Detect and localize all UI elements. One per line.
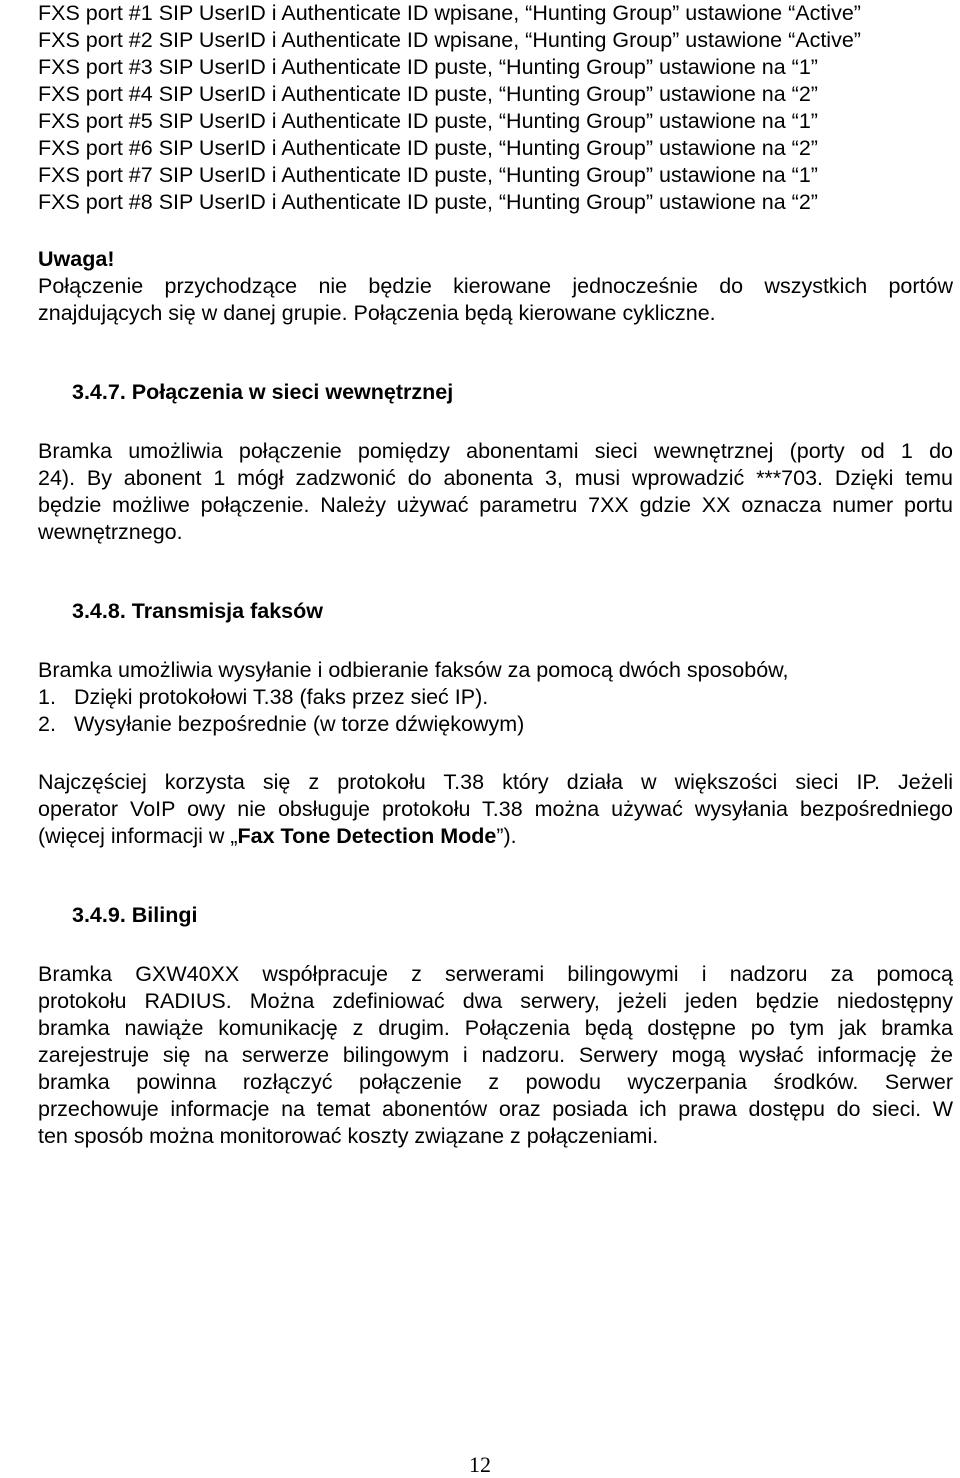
- list-text: Dzięki protokołowi T.38 (faks przez sieć IP).: [74, 685, 489, 709]
- paragraph-line: protokołu RADIUS. Można zdefiniować dwa serwery, jeżeli jeden będzie niedostępny: [38, 989, 953, 1013]
- list-item: [38, 684, 488, 710]
- paragraph-line: Najczęściej korzysta się z protokołu T.38 który działa w większości sieci IP. Jeżeli: [38, 770, 953, 794]
- fxs-port-line: FXS port #4 SIP UserID i Authenticate ID puste, “Hunting Group” ustawione na “2”: [38, 82, 818, 106]
- section-heading: 3.4.9. Bilingi: [72, 903, 198, 927]
- paragraph-line: ten sposób można monitorować koszty związane z połączeniami.: [38, 1124, 659, 1148]
- page-number: 12: [469, 1452, 491, 1477]
- fxs-port-line: FXS port #7 SIP UserID i Authenticate ID puste, “Hunting Group” ustawione na “1”: [38, 163, 818, 187]
- paragraph-line: Bramka umożliwia wysyłanie i odbieranie faksów za pomocą dwóch sposobów,: [38, 658, 789, 682]
- fxs-port-line: FXS port #2 SIP UserID i Authenticate ID wpisane, “Hunting Group” ustawione “Active”: [38, 28, 861, 52]
- paragraph-line: przechowuje informacje na temat abonentów oraz posiada ich prawa dostępu do sieci. W: [38, 1097, 953, 1121]
- list-number: 2.: [38, 712, 56, 736]
- fax-tone-detection-mode-reference: Fax Tone Detection Mode: [237, 824, 497, 848]
- fxs-port-line: FXS port #1 SIP UserID i Authenticate ID wpisane, “Hunting Group” ustawione “Active”: [38, 1, 861, 25]
- list-item: [38, 711, 524, 737]
- paragraph-line: 24). By abonent 1 mógł zadzwonić do abonenta 3, musi wprowadzić ***703. Dzięki temu: [38, 466, 953, 490]
- warning-label: Uwaga!: [38, 247, 115, 271]
- section-heading: 3.4.7. Połączenia w sieci wewnętrznej: [72, 380, 454, 404]
- paragraph-line: bramka nawiąże komunikację z drugim. Połączenia będą dostępne po tym jak bramka: [38, 1016, 953, 1040]
- paragraph-line: Bramka GXW40XX współpracuje z serwerami bilingowymi i nadzoru za pomocą: [38, 962, 953, 986]
- fxs-port-line: FXS port #3 SIP UserID i Authenticate ID puste, “Hunting Group” ustawione na “1”: [38, 55, 818, 79]
- paragraph-line: operator VoIP owy nie obsługuje protokołu T.38 można używać wysyłania bezpośredniego: [38, 797, 953, 821]
- paragraph-line: zarejestruje się na serwerze bilingowym i nadzoru. Serwery mogą wysłać informację że: [38, 1043, 953, 1067]
- section-heading: 3.4.8. Transmisja faksów: [72, 599, 323, 623]
- paragraph-line: Bramka umożliwia połączenie pomiędzy abonentami sieci wewnętrznej (porty od 1 do: [38, 439, 953, 463]
- paragraph-line: będzie możliwe połączenie. Należy używać parametru 7XX gdzie XX oznacza numer portu: [38, 493, 953, 517]
- list-number: 1.: [38, 685, 56, 709]
- paragraph-line: bramka powinna rozłączyć połączenie z powodu wyczerpania środków. Serwer: [38, 1070, 953, 1094]
- fxs-port-line: FXS port #8 SIP UserID i Authenticate ID puste, “Hunting Group” ustawione na “2”: [38, 190, 818, 214]
- paragraph-line: wewnętrznego.: [38, 520, 183, 544]
- fxs-port-line: FXS port #6 SIP UserID i Authenticate ID puste, “Hunting Group” ustawione na “2”: [38, 136, 818, 160]
- fxs-port-line: FXS port #5 SIP UserID i Authenticate ID puste, “Hunting Group” ustawione na “1”: [38, 109, 818, 133]
- paragraph-line: (więcej informacji w „Fax Tone Detection Mode”).: [38, 824, 517, 848]
- warning-text-line: znajdujących się w danej grupie. Połączenia będą kierowane cykliczne.: [38, 301, 716, 325]
- warning-text-line: Połączenie przychodzące nie będzie kierowane jednocześnie do wszystkich portów: [38, 274, 953, 298]
- list-text: Wysyłanie bezpośrednie (w torze dźwiękowym): [74, 712, 525, 736]
